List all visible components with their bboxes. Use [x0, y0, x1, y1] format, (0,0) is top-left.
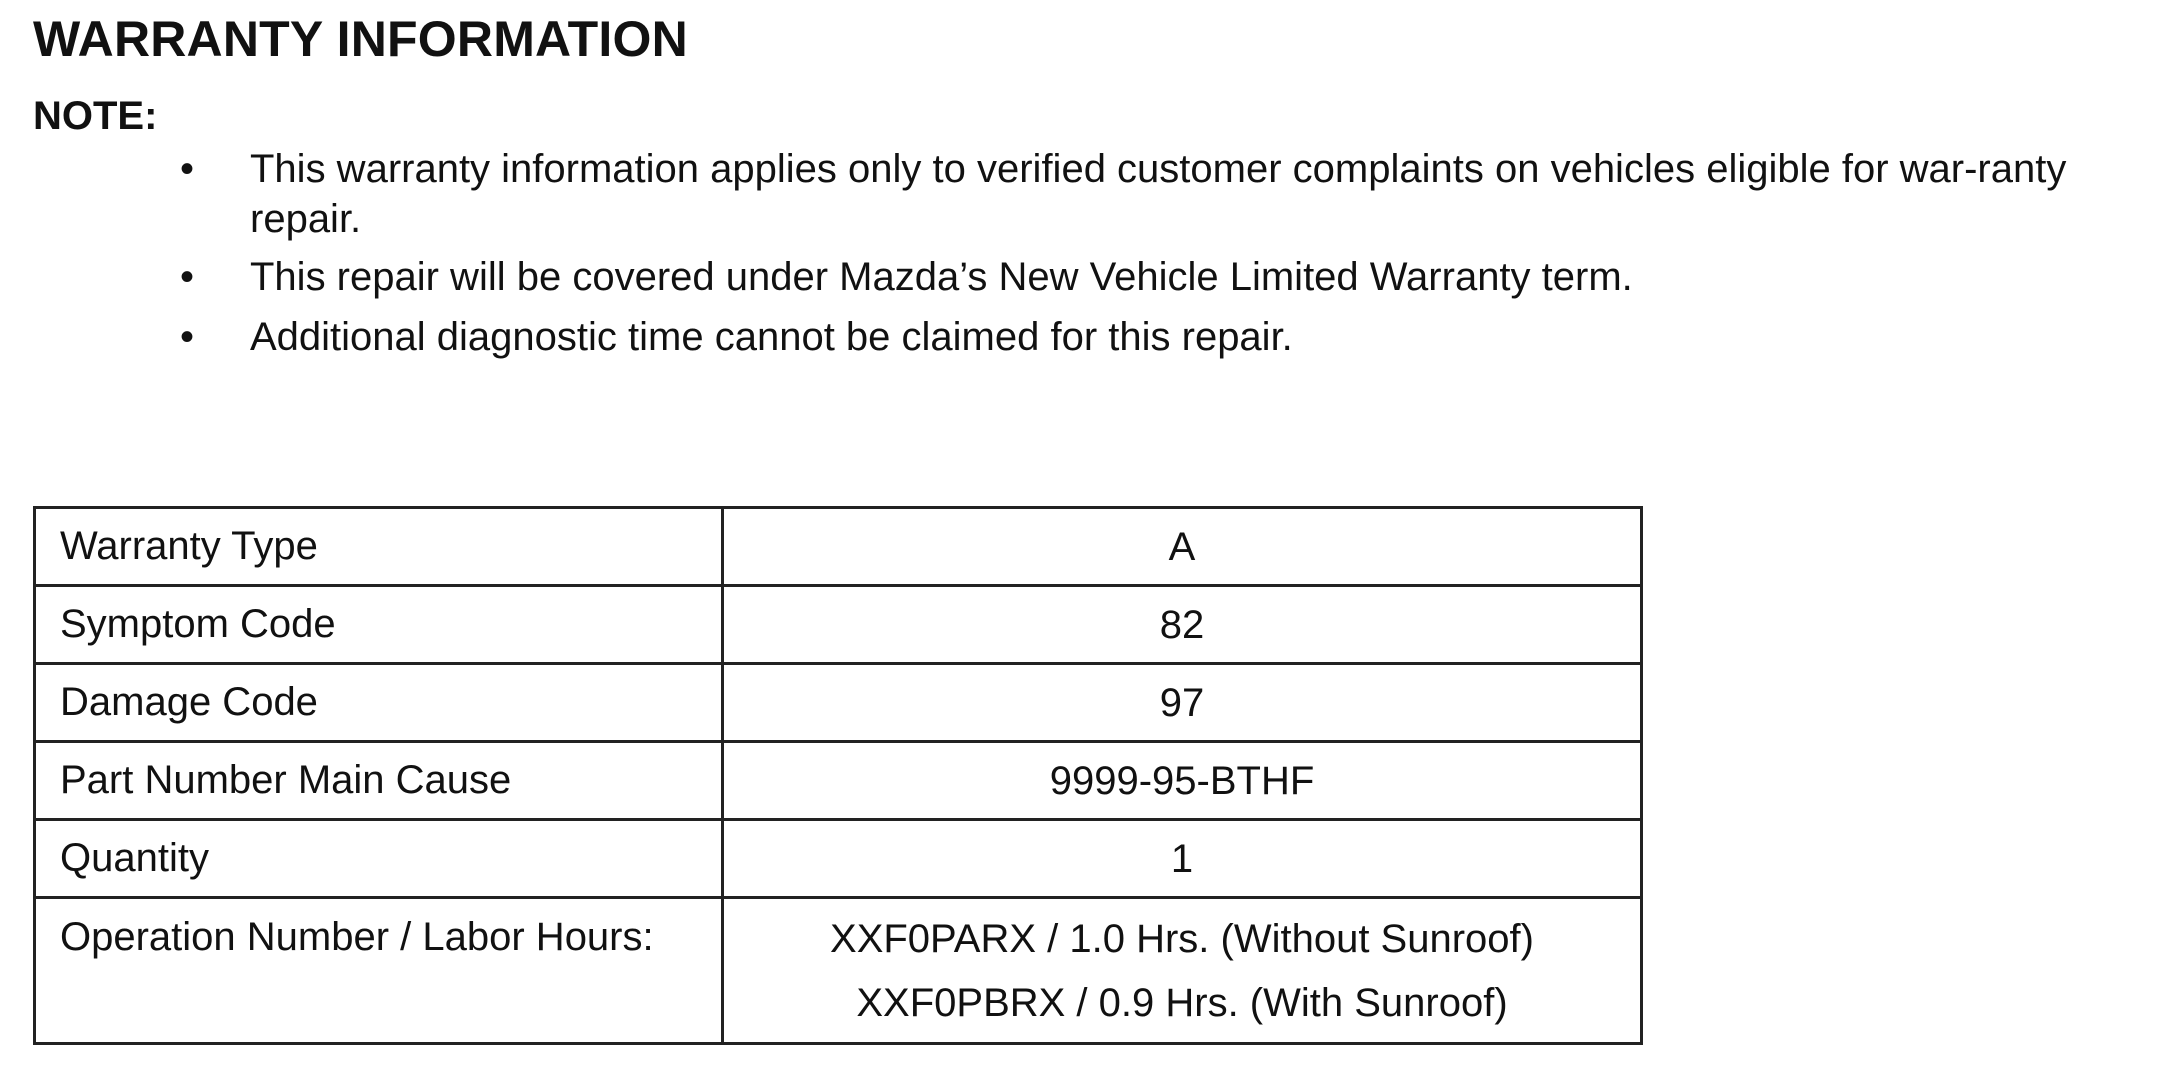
cell-value: 97 [1159, 680, 1205, 725]
damage-code-label: Damage Code [35, 664, 723, 742]
cell-value: 9999-95-BTHF [1049, 758, 1315, 803]
table-row [35, 508, 1642, 586]
cell-value: A [1168, 524, 1196, 569]
table-row [35, 664, 1642, 742]
table-row [35, 820, 1642, 898]
page-title: WARRANTY INFORMATION [33, 11, 688, 67]
cell-value: 1 [1170, 836, 1194, 881]
part-number-value [723, 742, 1642, 820]
bullet-icon: • [180, 315, 195, 359]
warranty-type-label: Warranty Type [35, 508, 723, 586]
damage-code-value [723, 664, 1642, 742]
operation-number-label: Operation Number / Labor Hours: [35, 898, 723, 1044]
cell-value-line: XXF0PBRX / 0.9 Hrs. (With Sunroof) [856, 980, 1508, 1025]
cell-value-line: XXF0PARX / 1.0 Hrs. (Without Sunroof) [830, 916, 1534, 961]
note-label: NOTE: [33, 94, 158, 138]
bullet-icon: • [180, 255, 195, 299]
cell-value: 82 [1159, 602, 1205, 647]
quantity-value [723, 820, 1642, 898]
note-text: This repair will be covered under Mazda’s New Vehicle Limited Warranty term. [250, 255, 1633, 299]
warranty-table [33, 506, 1643, 1045]
note-text: Additional diagnostic time cannot be claimed for this repair. [250, 315, 1293, 359]
operation-number-value [723, 898, 1642, 1044]
symptom-code-value [723, 586, 1642, 664]
table-row [35, 742, 1642, 820]
bullet-icon: • [180, 147, 195, 191]
table-row [35, 586, 1642, 664]
warranty-type-value [723, 508, 1642, 586]
note-text: This warranty information applies only to verified customer complaints on vehicles eligible for war-ranty repair. [250, 147, 2067, 241]
table-row [35, 898, 1642, 1044]
part-number-label: Part Number Main Cause [35, 742, 723, 820]
symptom-code-label: Symptom Code [35, 586, 723, 664]
quantity-label: Quantity [35, 820, 723, 898]
